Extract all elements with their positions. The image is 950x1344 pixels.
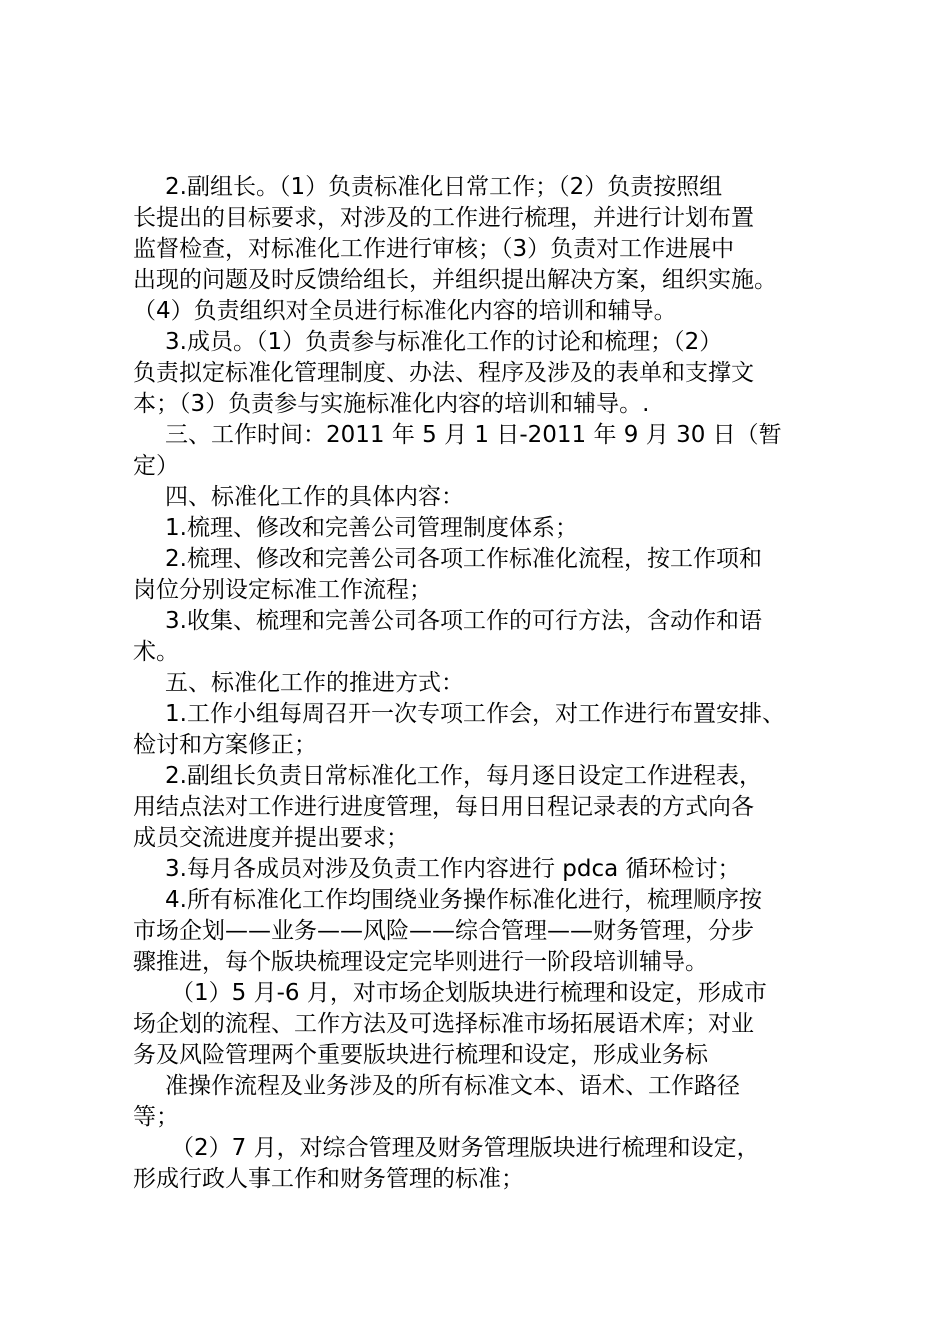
text-line: （4）负责组织对全员进行标准化内容的培训和辅导。 bbox=[133, 298, 677, 324]
text-line: 本；（3）负责参与实施标准化内容的培训和辅导。. bbox=[133, 391, 650, 417]
text-line: 形成行政人事工作和财务管理的标准； bbox=[133, 1166, 524, 1192]
text-line: 务及风险管理两个重要版块进行梳理和设定，形成业务标 bbox=[133, 1042, 708, 1068]
text-line: 1.梳理、修改和完善公司管理制度体系； bbox=[165, 515, 578, 541]
text-line: 等； bbox=[133, 1104, 179, 1130]
text-line: 1.工作小组每周召开一次专项工作会，对工作进行布置安排、 bbox=[165, 701, 785, 727]
text-line: 市场企划——业务——风险——综合管理——财务管理，分步 bbox=[133, 918, 754, 944]
text-line: 3.每月各成员对涉及负责工作内容进行 pdca 循环检讨； bbox=[165, 856, 741, 882]
text-line: （2）7 月，对综合管理及财务管理版块进行梳理和设定， bbox=[171, 1135, 760, 1161]
text-line: 骤推进，每个版块梳理设定完毕则进行一阶段培训辅导。 bbox=[133, 949, 708, 975]
text-line: 监督检查，对标准化工作进行审核；（3）负责对工作进展中 bbox=[133, 236, 735, 262]
text-line: （1）5 月-6 月，对市场企划版块进行梳理和设定，形成市 bbox=[171, 980, 767, 1006]
text-line: 长提出的目标要求，对涉及的工作进行梳理，并进行计划布置 bbox=[133, 205, 754, 231]
text-line: 定） bbox=[133, 453, 179, 479]
text-line: 用结点法对工作进行进度管理，每日用日程记录表的方式向各 bbox=[133, 794, 754, 820]
text-line: 2.副组长。（1）负责标准化日常工作；（2）负责按照组 bbox=[165, 174, 723, 200]
text-line: 3.收集、梳理和完善公司各项工作的可行方法，含动作和语 bbox=[165, 608, 762, 634]
section-heading: 三、工作时间：2011 年 5 月 1 日-2011 年 9 月 30 日（暂 bbox=[165, 422, 782, 448]
section-heading: 五、标准化工作的推进方式： bbox=[165, 670, 464, 696]
text-line: 2.副组长负责日常标准化工作，每月逐日设定工作进程表， bbox=[165, 763, 762, 789]
text-line: 术。 bbox=[133, 639, 179, 665]
text-line: 场企划的流程、工作方法及可选择标准市场拓展语术库；对业 bbox=[133, 1011, 754, 1037]
text-line: 2.梳理、修改和完善公司各项工作标准化流程，按工作项和 bbox=[165, 546, 762, 572]
document-body bbox=[133, 172, 843, 1195]
text-line: 检讨和方案修正； bbox=[133, 732, 317, 758]
text-line: 准操作流程及业务涉及的所有标准文本、语术、工作路径 bbox=[165, 1073, 740, 1099]
text-line: 岗位分别设定标准工作流程； bbox=[133, 577, 432, 603]
text-line: 4.所有标准化工作均围绕业务操作标准化进行，梳理顺序按 bbox=[165, 887, 762, 913]
text-line: 3.成员。（1）负责参与标准化工作的讨论和梳理；（2） bbox=[165, 329, 723, 355]
text-line: 出现的问题及时反馈给组长，并组织提出解决方案，组织实施。 bbox=[133, 267, 777, 293]
text-line: 负责拟定标准化管理制度、办法、程序及涉及的表单和支撑文 bbox=[133, 360, 754, 386]
text-line: 成员交流进度并提出要求； bbox=[133, 825, 409, 851]
section-heading: 四、标准化工作的具体内容： bbox=[165, 484, 464, 510]
